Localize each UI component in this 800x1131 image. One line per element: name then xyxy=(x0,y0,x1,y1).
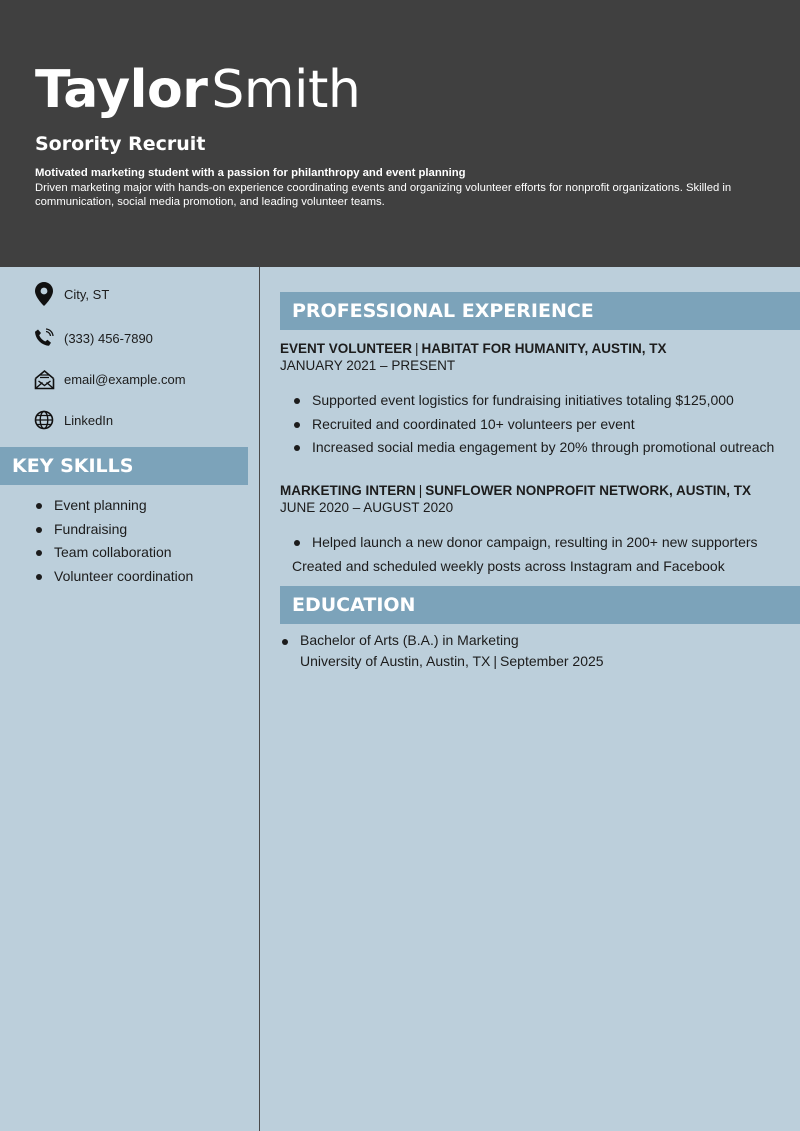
contact-location xyxy=(33,281,109,307)
separator: | xyxy=(415,341,419,356)
first-name: Taylor xyxy=(35,60,208,120)
job-extra-line: Created and scheduled weekly posts across Instagram and Facebook xyxy=(292,558,725,574)
last-name: Smith xyxy=(211,60,361,120)
school-name: University of Austin, Austin, TX xyxy=(300,652,491,669)
education-item xyxy=(282,630,604,671)
job-dates: JUNE 2020 – AUGUST 2020 xyxy=(280,500,454,515)
job-bullets xyxy=(294,389,774,460)
job-bullet: Helped launch a new donor campaign, resulting in 200+ new supporters xyxy=(294,531,758,555)
education-heading: EDUCATION xyxy=(280,586,800,624)
job-bullet: Increased social media engagement by 20% through promotional outreach xyxy=(294,436,774,460)
resume-header xyxy=(0,0,800,267)
skill-item: Event planning xyxy=(36,494,193,518)
job-organization: SUNFLOWER NONPROFIT NETWORK, AUSTIN, TX xyxy=(425,483,751,498)
email-icon xyxy=(33,368,55,390)
job-title: EVENT VOLUNTEER xyxy=(280,341,413,356)
job-bullet: Supported event logistics for fundraising initiatives totaling $125,000 xyxy=(294,389,774,413)
skill-item: Volunteer coordination xyxy=(36,565,193,589)
job-title: MARKETING INTERN xyxy=(280,483,416,498)
skill-item: Team collaboration xyxy=(36,541,193,565)
job-role: Sorority Recruit xyxy=(35,133,206,155)
candidate-name xyxy=(35,58,360,122)
contact-phone xyxy=(33,325,153,351)
job-bullet: Recruited and coordinated 10+ volunteers per event xyxy=(294,413,774,437)
job-bullets xyxy=(294,531,758,555)
linkedin-link[interactable]: LinkedIn xyxy=(64,412,114,428)
phone-text: (333) 456-7890 xyxy=(64,330,153,346)
key-skills-heading: KEY SKILLS xyxy=(0,447,248,485)
school-line xyxy=(300,651,604,672)
column-divider xyxy=(259,267,260,1131)
separator: | xyxy=(493,652,498,669)
location-pin-icon xyxy=(33,283,55,305)
contact-email xyxy=(33,366,186,392)
job-title-line xyxy=(280,340,667,357)
location-text: City, ST xyxy=(64,286,110,302)
job-organization: HABITAT FOR HUMANITY, AUSTIN, TX xyxy=(421,341,667,356)
job-dates: JANUARY 2021 – PRESENT xyxy=(280,358,456,373)
email-text[interactable]: email@example.com xyxy=(64,371,186,387)
globe-icon xyxy=(33,409,55,431)
separator: | xyxy=(418,483,423,498)
contact-linkedin xyxy=(33,407,113,433)
summary-text: Driven marketing major with hands-on experience coordinating events and organizing volunteer efforts for nonprofit organizations. Skilled in communication, social media promotion, and leading volunteer teams. xyxy=(35,182,732,208)
degree: Bachelor of Arts (B.A.) in Marketing xyxy=(300,632,519,648)
job-title-line xyxy=(280,482,751,499)
skills-list xyxy=(36,494,193,588)
phone-icon xyxy=(33,327,55,349)
experience-heading: PROFESSIONAL EXPERIENCE xyxy=(280,292,800,330)
skill-item: Fundraising xyxy=(36,518,193,542)
graduation-date: September 2025 xyxy=(500,652,604,669)
summary-title: Motivated marketing student with a passion for philanthropy and event planning xyxy=(35,167,466,179)
